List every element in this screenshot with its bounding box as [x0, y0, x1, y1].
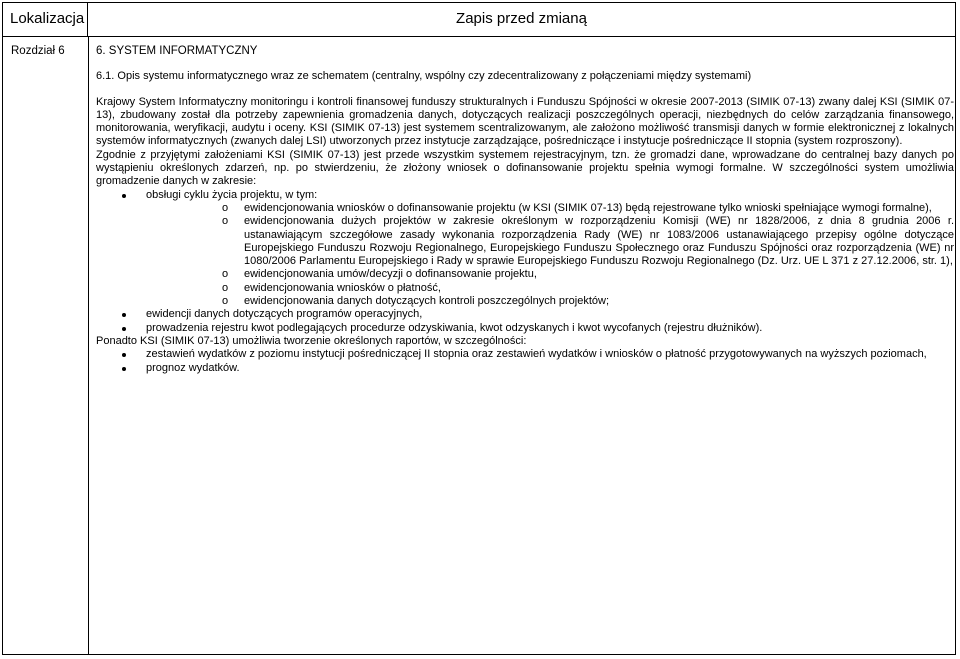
header-change-cell	[88, 3, 955, 37]
sub-list-item: o ewidencjonowania wniosków o płatność,	[146, 282, 954, 295]
list-item: ewidencji danych dotyczących programów operacyjnych,	[96, 308, 954, 321]
location-cell: Rozdział 6	[11, 45, 65, 57]
header-location-cell	[3, 3, 88, 37]
sub-list	[146, 202, 954, 308]
sub-list-item: o ewidencjonowania wniosków o dofinansowanie projektu (w KSI (SIMIK 07-13) będą rejestrowane tylko wnioski spełniające wymogi formalne),	[146, 202, 954, 215]
sub-list-item: o ewidencjonowania umów/decyzji o dofinansowanie projektu,	[146, 268, 954, 281]
subsection-title: 6.1. Opis systemu informatycznego wraz ze schematem (centralny, wspólny czy zdecentralizowany z połączeniami między systemami)	[96, 70, 752, 83]
sub-list-item: o ewidencjonowania danych dotyczących kontroli poszczególnych projektów;	[146, 295, 954, 308]
paragraph-1: Krajowy System Informatyczny monitoringu i kontroli finansowej funduszy strukturalnych i Funduszu Spójności w okresie 2007-2013 (SIMIK 07-13) zwany dalej KSI (SIMIK 07-13), zbudowany został dla potrzeby zapewnienia gromadzenia danych, dotyczących realizacji poszczególnych operacji, niezbędnych do celów zarządzania finansowego, monitorowania, weryfikacji, audytu i oceny. KSI (SIMIK 07-13) jest systemem scentralizowanym, ale założono możliwość transmisji danych w formie elektronicznej z lokalnych systemów informatycznych (zwanych dalej LSI) utworzonych przez instytucje zarządzające, pośredniczące i instytucje pośredniczące II stopnia (system rozproszony).	[96, 95, 954, 148]
content-cell	[96, 45, 954, 375]
sub-list-item: o ewidencjonowania dużych projektów w zakresie określonym w rozporządzeniu Komisji (WE) nr 1828/2006, z dnia 8 grudnia 2006 r. ustanawiającym szczegółowe zasady wykonania rozporządzenia Rady (WE) nr 1083/2006 ustanawiającego przepisy ogólne dotyczące Europejskiego Funduszu Rozwoju Regionalnego, Europejskiego Funduszu Społecznego oraz Funduszu Spójności oraz rozporządzenia (WE) nr 1080/2006 Parlamentu Europejskiego i Rady w sprawie Europejskiego Funduszu Rozwoju Regionalnego (Dz. Urz. UE L 371 z 27.12.2006, str. 1),	[146, 215, 954, 268]
paragraph-3: Ponadto KSI (SIMIK 07-13) umożliwia tworzenie określonych raportów, w szczególności:	[96, 334, 527, 347]
column-divider	[88, 37, 89, 654]
list-item: prowadzenia rejestru kwot podlegających procedurze odzyskiwania, kwot odzyskanych i kwot wycofanych (rejestru dłużników).	[96, 322, 954, 335]
header-location-label: Lokalizacja	[10, 10, 85, 27]
reports-list	[96, 348, 954, 375]
paragraph-2: Zgodnie z przyjętymi założeniami KSI (SIMIK 07-13) jest przede wszystkim systemem rejestracyjnym, tzn. że gromadzi dane, wprowadzane do centralnej bazy danych po wystąpieniu określonych zdarzeń, np. po stwierdzeniu, że złożony wniosek o dofinansowanie projektu spełnia wymogi formalne. W szczególności system umożliwia gromadzenie danych w zakresie:	[96, 148, 954, 188]
list-item	[96, 189, 954, 309]
list-item: prognoz wydatków.	[96, 362, 954, 375]
scope-list	[96, 189, 954, 335]
list-item-text: obsługi cyklu życia projektu, w tym:	[146, 188, 318, 201]
document-table	[2, 2, 956, 655]
list-item: zestawień wydatków z poziomu instytucji pośredniczącej II stopnia oraz zestawień wydatków i wniosków o płatność przygotowywanych na wyższych poziomach,	[96, 348, 954, 361]
header-change-label: Zapis przed zmianą	[456, 10, 587, 27]
section-title: 6. SYSTEM INFORMATYCZNY	[96, 45, 258, 57]
